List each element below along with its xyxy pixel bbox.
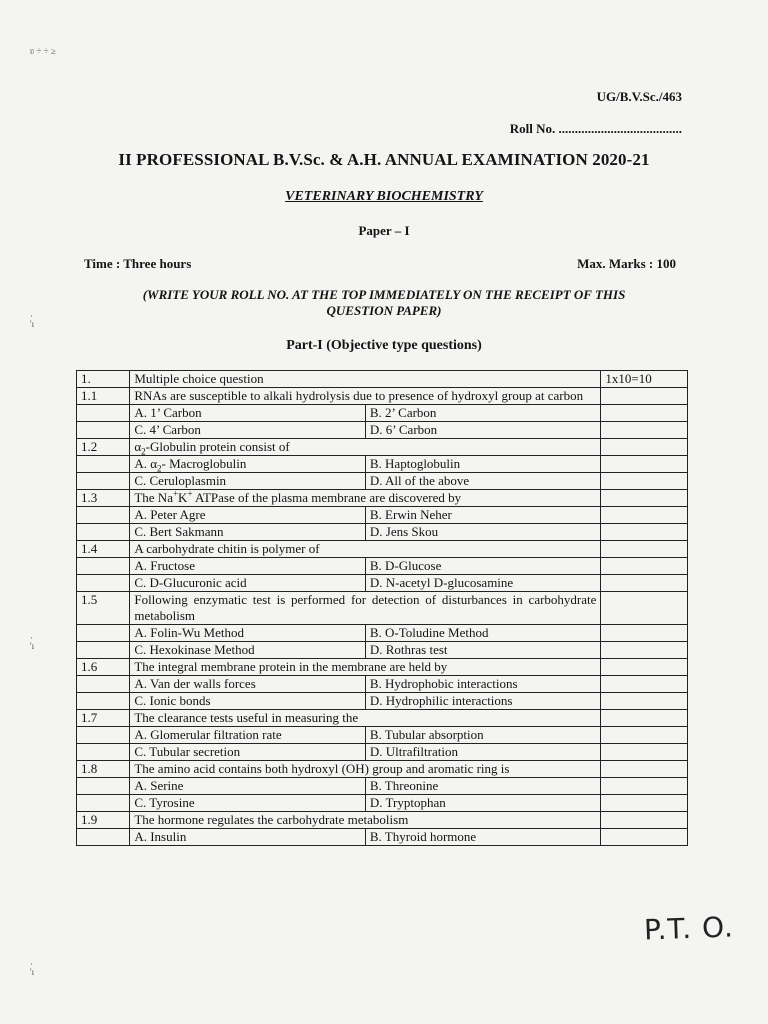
table-row [77,541,688,558]
option-c: C. Tubular secretion [130,744,366,761]
option-c: C. Bert Sakmann [130,524,366,541]
instruction-line-2: QUESTION PAPER) [326,303,442,318]
option-b: B. Thyroid hormone [365,829,601,846]
table-row [77,405,688,422]
option-d: D. Hydrophilic interactions [365,693,601,710]
max-marks: Max. Marks : 100 [577,256,676,271]
question-text: A carbohydrate chitin is polymer of [130,541,601,558]
option-b: B. Erwin Neher [365,507,601,524]
option-b: B. O-Toludine Method [365,625,601,642]
option-a: A. Van der walls forces [130,676,366,693]
question-text: The hormone regulates the carbohydrate metabolism [130,812,601,829]
question-number: 1.2 [77,439,130,456]
instructions [100,287,668,319]
table-row [77,710,688,727]
table-row [77,456,688,473]
table-row [77,829,688,846]
paper-code: UG/B.V.Sc./463 [596,89,682,104]
marks-cell: 1x10=10 [601,371,688,388]
question-text: The integral membrane protein in the membrane are held by [130,659,601,676]
option-c: C. Hexokinase Method [130,642,366,659]
question-number: 1.7 [77,710,130,727]
table-row [77,761,688,778]
option-d: D. Tryptophan [365,795,601,812]
option-a: A. Peter Agre [130,507,366,524]
table-row [77,625,688,642]
please-turn-over-note: P.T. O. [643,910,735,947]
table-row [77,490,688,507]
question-number: 1.4 [77,541,130,558]
question-text: Multiple choice question [130,371,601,388]
option-c: C. Tyrosine [130,795,366,812]
part-heading: Part-I (Objective type questions) [286,338,482,353]
table-row [77,575,688,592]
option-c: C. Ceruloplasmin [130,473,366,490]
table-row [77,659,688,676]
question-number: 1.6 [77,659,130,676]
option-d: D. Ultrafiltration [365,744,601,761]
margin-mark-1: · 'ı [30,311,35,329]
option-d: D. Rothras test [365,642,601,659]
option-a: A. Fructose [130,558,366,575]
table-row [77,507,688,524]
question-text: RNAs are susceptible to alkali hydrolysis due to presence of hydroxyl group at carbon [130,388,601,405]
option-a: A. Folin-Wu Method [130,625,366,642]
option-b: B. D-Glucose [365,558,601,575]
option-c: C. 4’ Carbon [130,422,366,439]
table-row [77,778,688,795]
margin-mark-3: · 'ı [30,959,35,977]
question-text: The clearance tests useful in measuring the [130,710,601,727]
option-d: D. All of the above [365,473,601,490]
stray-marks: ʋ ÷ ÷ ≥ [30,46,56,56]
margin-mark-2: · 'ı [30,633,35,651]
option-b: B. Haptoglobulin [365,456,601,473]
option-c: C. Ionic bonds [130,693,366,710]
roll-number-field: Roll No. ...................................... [509,121,682,136]
question-text: The Na+K+ ATPase of the plasma membrane are discovered by [130,490,601,507]
option-b: B. Tubular absorption [365,727,601,744]
question-number: 1.9 [77,812,130,829]
time-allowed: Time : Three hours [84,256,192,271]
table-row [77,744,688,761]
table-row [77,676,688,693]
option-d: D. N-acetyl D-glucosamine [365,575,601,592]
table-row [77,524,688,541]
question-number: 1.1 [77,388,130,405]
question-number: 1. [77,371,130,388]
question-number: 1.5 [77,592,130,625]
table-row [77,812,688,829]
paper-number: Paper – I [358,223,410,238]
table-row [77,388,688,405]
option-a: A. Glomerular filtration rate [130,727,366,744]
table-row [77,422,688,439]
question-number: 1.8 [77,761,130,778]
option-a: A. Insulin [130,829,366,846]
table-row [77,693,688,710]
table-row [77,558,688,575]
option-d: D. 6’ Carbon [365,422,601,439]
table-row [77,795,688,812]
question-number: 1.3 [77,490,130,507]
table-row [77,642,688,659]
table-row [77,439,688,456]
option-b: B. 2’ Carbon [365,405,601,422]
question-text: The amino acid contains both hydroxyl (OH) group and aromatic ring is [130,761,601,778]
table-row [77,592,688,625]
questions-table [76,370,688,846]
instruction-line-1: (WRITE YOUR ROLL NO. AT THE TOP IMMEDIATELY ON THE RECEIPT OF THIS [142,287,626,302]
option-a: A. $\alpha_2-$ Macroglobulin [130,456,366,473]
exam-title: II PROFESSIONAL B.V.Sc. & A.H. ANNUAL EXAMINATION 2020-21 [118,150,650,169]
option-a: A. Serine [130,778,366,795]
option-b: B. Hydrophobic interactions [365,676,601,693]
table-row [77,727,688,744]
option-c: C. D-Glucuronic acid [130,575,366,592]
table-row [77,473,688,490]
subject-title: VETERINARY BIOCHEMISTRY [285,189,483,204]
option-a: A. 1’ Carbon [130,405,366,422]
option-d: D. Jens Skou [365,524,601,541]
marks-cell [601,388,688,405]
question-text: Following enzymatic test is performed for detection of disturbances in carbohydrate metabolism [130,592,601,625]
question-text: $\alpha_2$-Globulin protein consist of [130,439,601,456]
table-row [77,371,688,388]
option-b: B. Threonine [365,778,601,795]
